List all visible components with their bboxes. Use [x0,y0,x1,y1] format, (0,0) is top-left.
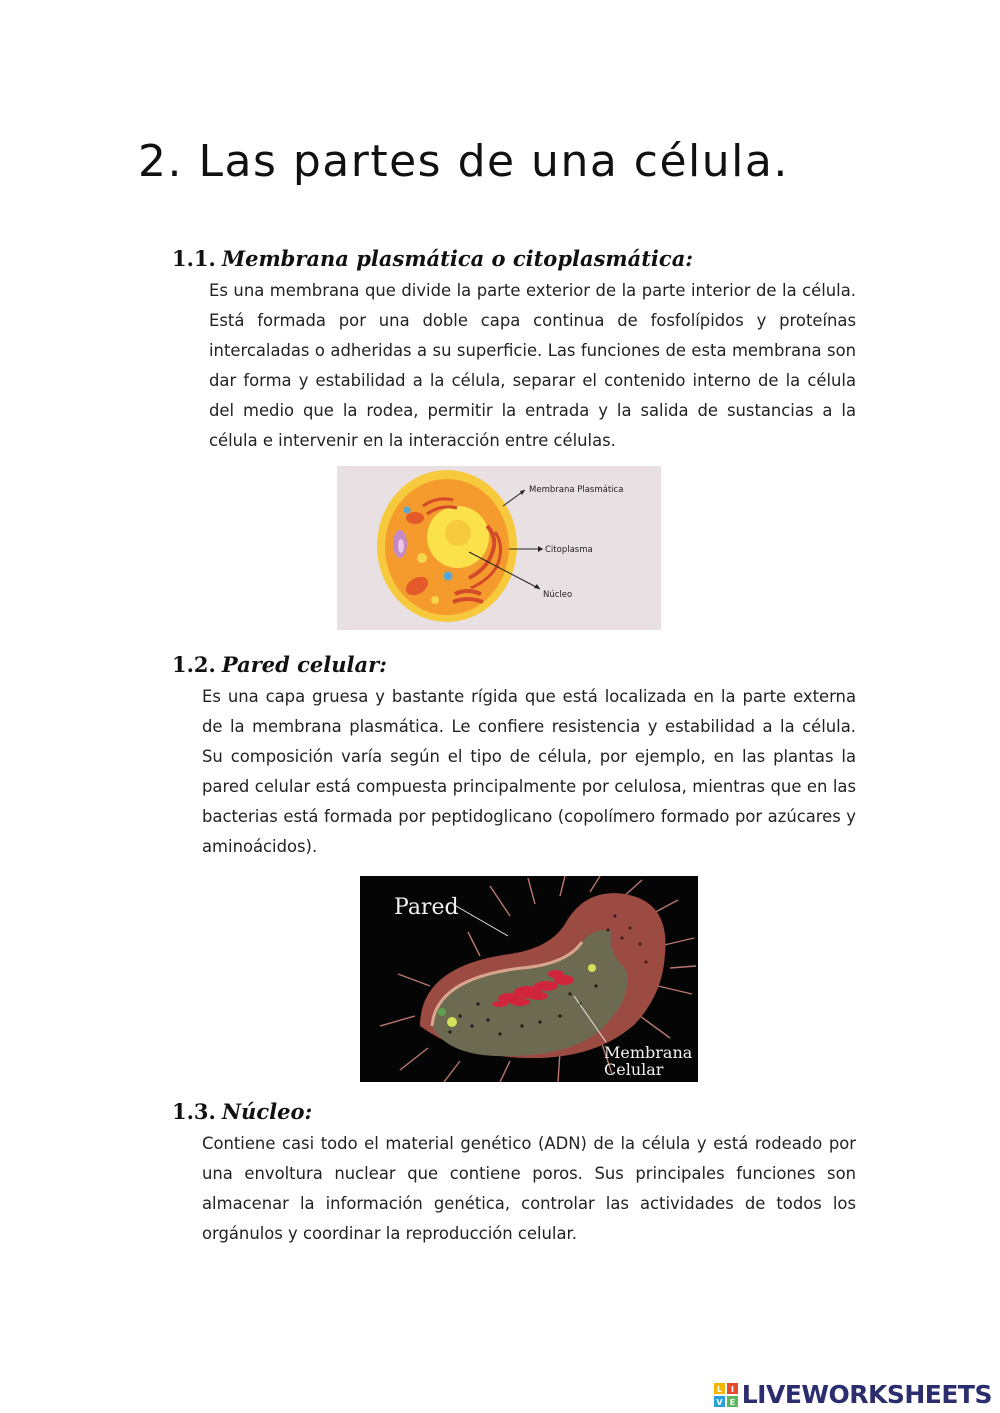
section-number: 1.2. [172,652,216,677]
liveworksheets-wordmark: LIVEWORKSHEETS [741,1380,992,1409]
cell-diagram-figure [337,466,661,630]
section-number: 1.1. [172,246,216,271]
nucleolus-shape [445,520,471,546]
label-citoplasma: Citoplasma [545,545,593,555]
section-paragraph-nucleo: Contiene casi todo el material genético (ADN) de la célula y está rodeado por una envoltura nuclear que contiene poros. Sus principales funciones son almacenar la información genética, controlar las actividades de todos los orgánulos y coordinar la reproducción celular. [202,1134,856,1243]
label-pared: Pared [394,895,459,920]
liveworksheets-logo-icon [714,1383,738,1407]
section-heading-nucleo [172,1099,312,1124]
svg-text:E: E [729,1397,735,1407]
section-title: Membrana plasmática o citoplasmática: [221,246,694,271]
bacteria-wall-figure [360,876,698,1082]
section-title: Núcleo: [221,1099,313,1124]
svg-text:I: I [730,1384,734,1394]
section-heading-membrana [172,246,693,271]
section-paragraph-pared: Es una capa gruesa y bastante rígida que está localizada en la parte externa de la membrana plasmática. Le confiere resistencia y estabilidad a la célula. Su composición varía según el tipo de célula, por ejemplo, en las plantas la pared celular está compuesta principalmente por celulosa, mientras que en las bacterias está formada por peptidoglicano (copolímero formado por azúcares y aminoácidos). [202,687,856,856]
label-membrana: Membrana [604,1043,693,1062]
svg-text:L: L [716,1384,722,1394]
svg-text:V: V [716,1397,723,1407]
section-heading-pared [172,652,387,677]
liveworksheets-brand[interactable] [714,1380,992,1409]
label-nucleo: Núcleo [543,590,573,600]
label-celular: Celular [604,1060,664,1079]
section-paragraph-membrana: Es una membrana que divide la parte exterior de la parte interior de la célula. Está formada por una doble capa continua de fosfolípidos y proteínas intercaladas o adheridas a su superficie. Las funciones de esta membrana son dar forma y estabilidad a la célula, separar el contenido interno de la célula del medio que la rodea, permitir la entrada y la salida de sustancias a la célula e intervenir en la interacción entre células. [209,281,856,450]
section-number: 1.3. [172,1099,216,1124]
page-title: 2. Las partes de una célula. [138,136,789,187]
label-membrana-plasmatica: Membrana Plasmática [529,485,624,495]
section-title: Pared celular: [221,652,387,677]
